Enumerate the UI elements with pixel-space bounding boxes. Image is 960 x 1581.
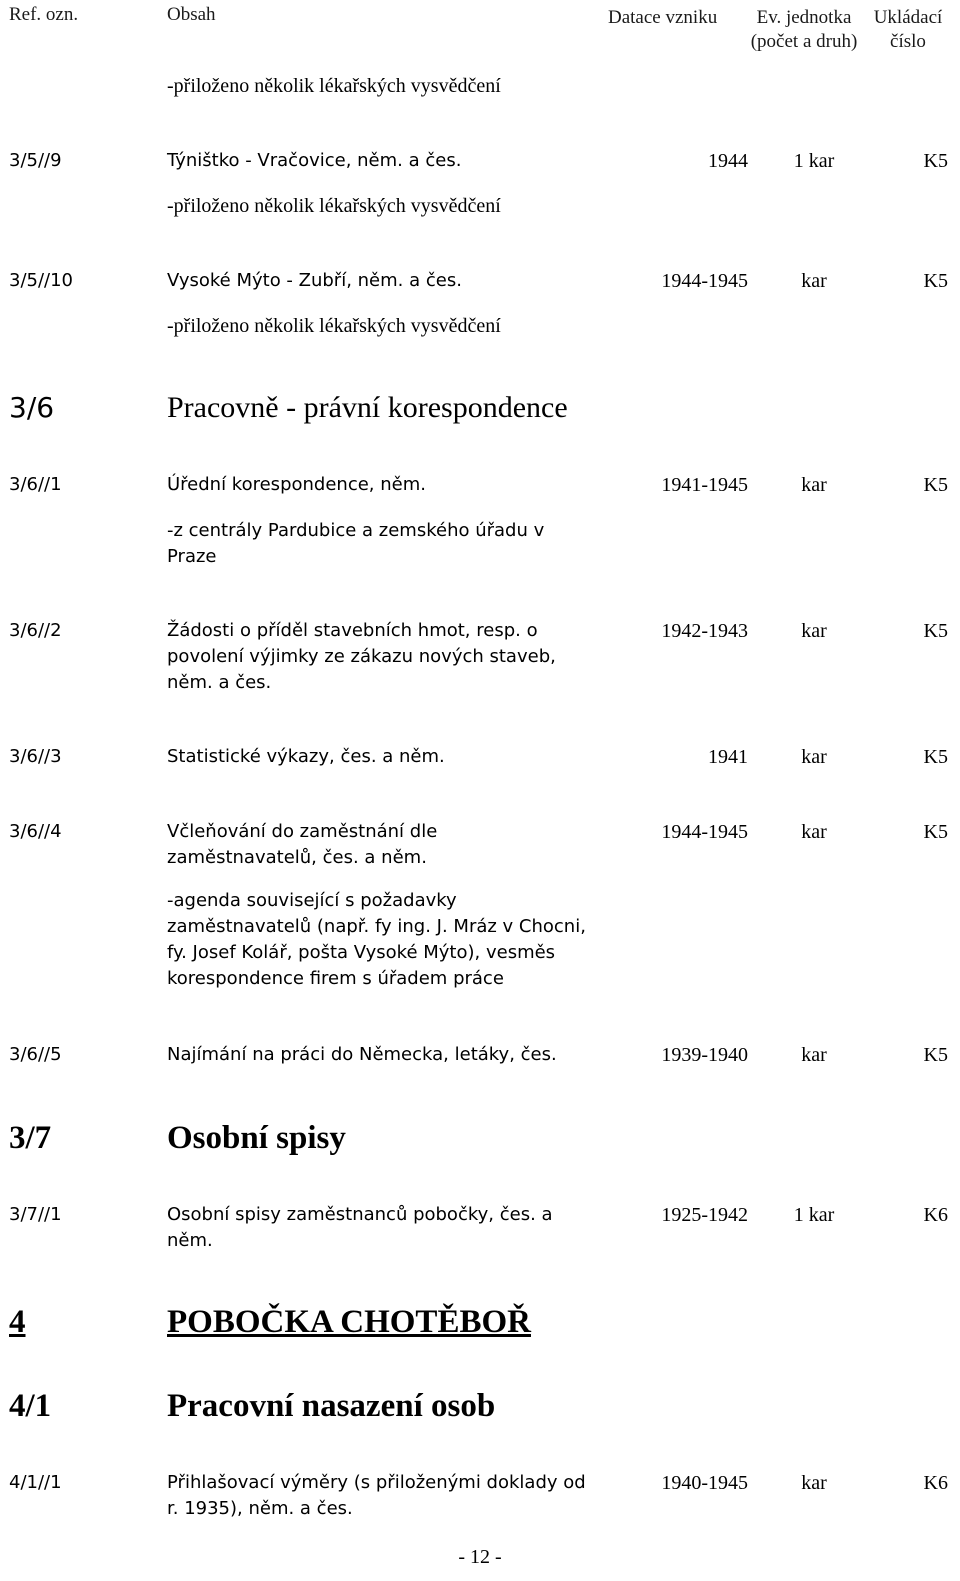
row-unit: kar	[801, 1472, 827, 1494]
section-ref: 3/6	[9, 391, 55, 424]
row-ref: 3/6//4	[9, 821, 62, 842]
row-unit: kar	[801, 620, 827, 642]
header-date: Datace vzniku	[608, 7, 718, 28]
row-title: Úřední korespondence, něm.	[167, 474, 426, 495]
row-unit: 1 kar	[793, 150, 835, 172]
row-date: 1941-1945	[661, 474, 748, 496]
row-unit: kar	[801, 821, 827, 843]
section-ref: 3/7	[9, 1120, 52, 1156]
row-unit: kar	[801, 474, 827, 496]
row-title: Žádosti o příděl stavebních hmot, resp. o povolení výjimky ze zákazu nových staveb, něm. a čes.	[167, 620, 556, 693]
row-ref: 3/5//9	[9, 150, 62, 171]
section-title: Pracovně - právní korespondence	[167, 391, 568, 424]
row-title: Vysoké Mýto - Zubří, něm. a čes.	[167, 270, 462, 291]
row-unit: 1 kar	[793, 1204, 835, 1226]
row-note: -z centrály Pardubice a zemského úřadu v Praze	[167, 520, 545, 567]
row-storage: K5	[923, 1044, 948, 1066]
row-note: -agenda související s požadavky zaměstnavatelů (např. fy ing. J. Mráz v Chocni, fy. Josef Kolář, pošta Vysoké Mýto), vesměs korespondence firem s úřadem práce	[167, 890, 586, 989]
row-storage: K5	[923, 620, 948, 642]
section-title	[167, 1302, 531, 1342]
row-title: Včleňování do zaměstnání dle zaměstnavatelů, čes. a něm.	[167, 821, 438, 868]
row-ref: 3/5//10	[9, 270, 74, 291]
row-note: -přiloženo několik lékařských vysvědčení	[167, 75, 501, 97]
row-ref: 4/1//1	[9, 1472, 62, 1493]
row-title: Týništko - Vračovice, něm. a čes.	[167, 150, 462, 171]
header-ref: Ref. ozn.	[9, 4, 79, 25]
section-title: Pracovní nasazení osob	[167, 1388, 496, 1424]
row-date: 1944	[708, 150, 748, 172]
row-unit: kar	[801, 746, 827, 768]
row-storage: K5	[923, 746, 948, 768]
row-storage: K5	[923, 474, 948, 496]
header-storage-line1: Ukládací	[873, 7, 943, 28]
section-ref	[9, 1302, 26, 1342]
header-content: Obsah	[167, 4, 216, 25]
header-storage	[866, 6, 950, 54]
row-title: Najímání na práci do Německa, letáky, čes.	[167, 1044, 557, 1065]
row-title: Osobní spisy zaměstnanců pobočky, čes. a něm.	[167, 1204, 553, 1251]
row-note: -přiloženo několik lékařských vysvědčení	[167, 195, 501, 217]
row-ref: 3/6//1	[9, 474, 62, 495]
header-unit-line1: Ev. jednotka	[756, 7, 852, 28]
row-storage: K5	[923, 821, 948, 843]
header-storage-line2: číslo	[890, 31, 926, 52]
section-title: Osobní spisy	[167, 1120, 346, 1156]
row-unit: kar	[801, 1044, 827, 1066]
section-ref-text: 4	[9, 1304, 26, 1340]
row-date: 1944-1945	[661, 270, 748, 292]
row-title: Přihlašovací výměry (s přiloženými doklady od r. 1935), něm. a čes.	[167, 1472, 586, 1519]
row-date: 1925-1942	[661, 1204, 748, 1226]
row-date: 1940-1945	[661, 1472, 748, 1494]
row-ref: 3/6//3	[9, 746, 62, 767]
row-ref: 3/7//1	[9, 1204, 62, 1225]
row-ref: 3/6//2	[9, 620, 62, 641]
header-unit-line2: (počet a druh)	[750, 31, 858, 52]
row-note: -přiloženo několik lékařských vysvědčení	[167, 315, 501, 337]
section-ref: 4/1	[9, 1388, 52, 1424]
row-storage: K5	[923, 150, 948, 172]
header-unit	[748, 6, 860, 54]
row-date: 1944-1945	[661, 821, 748, 843]
row-title: Statistické výkazy, čes. a něm.	[167, 746, 445, 767]
row-storage: K5	[923, 270, 948, 292]
row-date: 1942-1943	[661, 620, 748, 642]
page-number: - 12 -	[458, 1546, 502, 1568]
row-unit: kar	[801, 270, 827, 292]
row-date: 1939-1940	[661, 1044, 748, 1066]
row-storage: K6	[923, 1472, 948, 1494]
row-date: 1941	[708, 746, 748, 768]
row-storage: K6	[923, 1204, 948, 1226]
row-ref: 3/6//5	[9, 1044, 62, 1065]
section-title-text: POBOČKA CHOTĚBOŘ	[167, 1304, 531, 1340]
